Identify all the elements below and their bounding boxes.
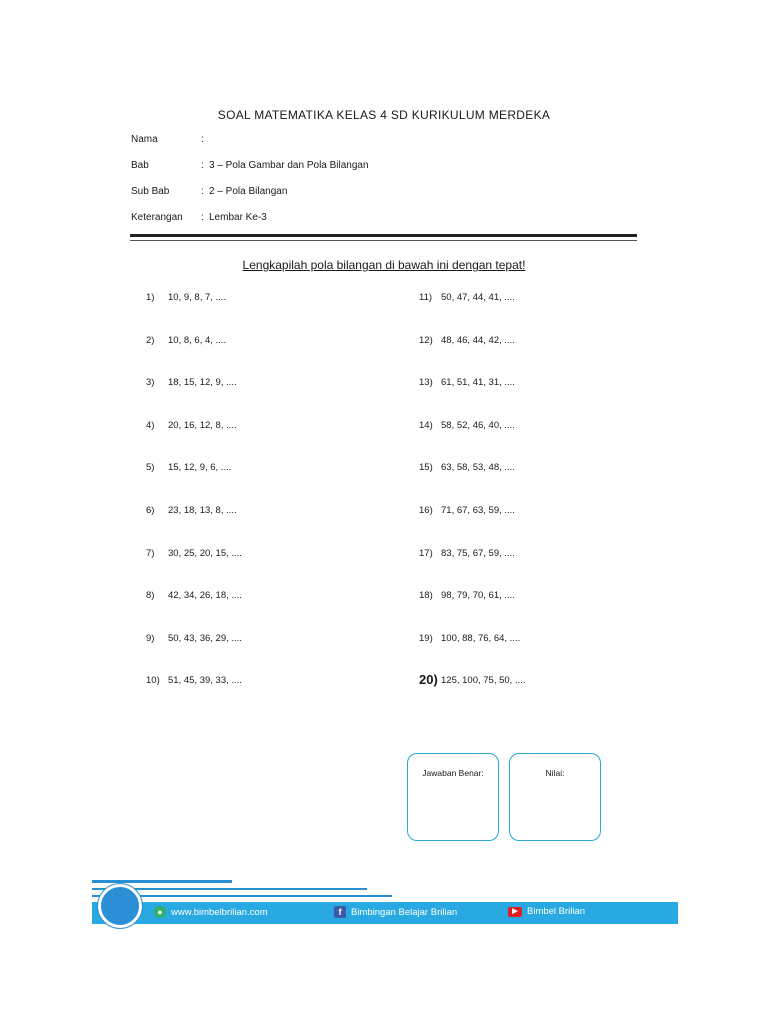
question-text: 51, 45, 39, 33, .... [168, 675, 242, 687]
question-number: 9) [146, 632, 155, 644]
student-info [131, 134, 369, 238]
question-text: 48, 46, 44, 42, .... [441, 334, 515, 346]
question-item [146, 633, 242, 676]
question-text: 20, 16, 12, 8, .... [168, 419, 237, 431]
info-separator: : [201, 160, 204, 171]
questions-right-column [419, 292, 526, 718]
info-value: 3 – Pola Gambar dan Pola Bilangan [209, 160, 369, 171]
info-row-nama [131, 134, 369, 160]
question-text: 10, 8, 6, 4, .... [168, 334, 227, 346]
question-text: 71, 67, 63, 59, .... [441, 504, 515, 516]
question-text: 83, 75, 67, 59, .... [441, 547, 515, 559]
footer-facebook [334, 906, 457, 918]
question-number: 8) [146, 590, 155, 602]
question-item [419, 590, 526, 633]
info-separator: : [201, 186, 204, 197]
grade-label: Nilai: [545, 768, 565, 778]
question-number: 4) [146, 419, 155, 431]
info-row-sub-bab [131, 186, 369, 212]
question-text: 10, 9, 8, 7, .... [168, 292, 227, 303]
question-number: 13) [419, 377, 433, 389]
question-number: 19) [419, 632, 433, 644]
question-item [419, 335, 526, 378]
header-divider-thin [130, 240, 637, 241]
question-item [146, 335, 242, 378]
footer-decor-line [92, 880, 232, 883]
info-label: Bab [131, 160, 149, 171]
question-item [419, 633, 526, 676]
question-text: 15, 12, 9, 6, .... [168, 462, 232, 474]
facebook-icon: f [334, 906, 346, 918]
question-text: 30, 25, 20, 15, .... [168, 547, 242, 559]
question-number: 6) [146, 504, 155, 516]
info-separator: : [201, 212, 204, 223]
footer-website [154, 906, 268, 918]
instruction-heading: Lengkapilah pola bilangan di bawah ini dengan tepat! [242, 258, 526, 272]
question-item [146, 292, 242, 335]
info-row-bab [131, 160, 369, 186]
question-item [419, 548, 526, 591]
info-label: Sub Bab [131, 186, 170, 197]
question-item [419, 462, 526, 505]
question-text: 18, 15, 12, 9, .... [168, 377, 237, 389]
question-text: 50, 43, 36, 29, .... [168, 632, 242, 644]
question-text: 23, 18, 13, 8, .... [168, 504, 237, 516]
question-item [419, 672, 526, 718]
question-text: 125, 100, 75, 50, .... [441, 675, 526, 687]
question-number: 7) [146, 547, 155, 559]
question-text: 100, 88, 76, 64, .... [441, 632, 521, 644]
question-item [146, 505, 242, 548]
question-number: 11) [419, 292, 433, 303]
question-number: 14) [419, 419, 433, 431]
question-item [146, 548, 242, 591]
info-value: Lembar Ke-3 [209, 212, 267, 223]
globe-icon: ● [154, 906, 166, 918]
footer-youtube [508, 906, 585, 917]
correct-answers-box [407, 753, 499, 841]
question-number: 1) [146, 292, 155, 303]
question-text: 61, 51, 41, 31, .... [441, 377, 515, 389]
question-number: 2) [146, 334, 155, 346]
question-number: 18) [419, 590, 433, 602]
footer-facebook-text: Bimbingan Belajar Brilian [351, 906, 458, 918]
question-number: 10) [146, 675, 160, 687]
question-item [146, 462, 242, 505]
question-item [419, 292, 526, 335]
question-number: 20) [419, 672, 438, 688]
question-item [146, 420, 242, 463]
question-number: 12) [419, 334, 433, 346]
footer-website-text: www.bimbelbrilian.com [171, 906, 268, 918]
info-value: 2 – Pola Bilangan [209, 186, 288, 197]
question-item [419, 505, 526, 548]
youtube-icon: ▶ [508, 907, 522, 917]
question-text: 58, 52, 46, 40, .... [441, 419, 515, 431]
question-item [146, 675, 242, 718]
question-item [146, 590, 242, 633]
footer-youtube-text: Bimbel Brilian [527, 906, 586, 917]
info-label: Nama [131, 134, 158, 145]
question-number: 16) [419, 504, 433, 516]
question-number: 3) [146, 377, 155, 389]
question-number: 15) [419, 462, 433, 474]
question-text: 98, 79, 70, 61, .... [441, 590, 515, 602]
footer-logo-circle [98, 884, 142, 928]
header-divider-thick [130, 234, 637, 237]
question-number: 17) [419, 547, 433, 559]
info-label: Keterangan [131, 212, 183, 223]
grade-box [509, 753, 601, 841]
page-title: SOAL MATEMATIKA KELAS 4 SD KURIKULUM MERDEKA [217, 108, 551, 122]
question-text: 63, 58, 53, 48, .... [441, 462, 515, 474]
question-item [419, 420, 526, 463]
question-text: 42, 34, 26, 18, .... [168, 590, 242, 602]
info-separator: : [201, 134, 204, 145]
question-text: 50, 47, 44, 41, .... [441, 292, 515, 303]
question-number: 5) [146, 462, 155, 474]
question-item [146, 377, 242, 420]
correct-answers-label: Jawaban Benar: [422, 768, 484, 778]
question-item [419, 377, 526, 420]
questions-left-column [146, 292, 242, 718]
